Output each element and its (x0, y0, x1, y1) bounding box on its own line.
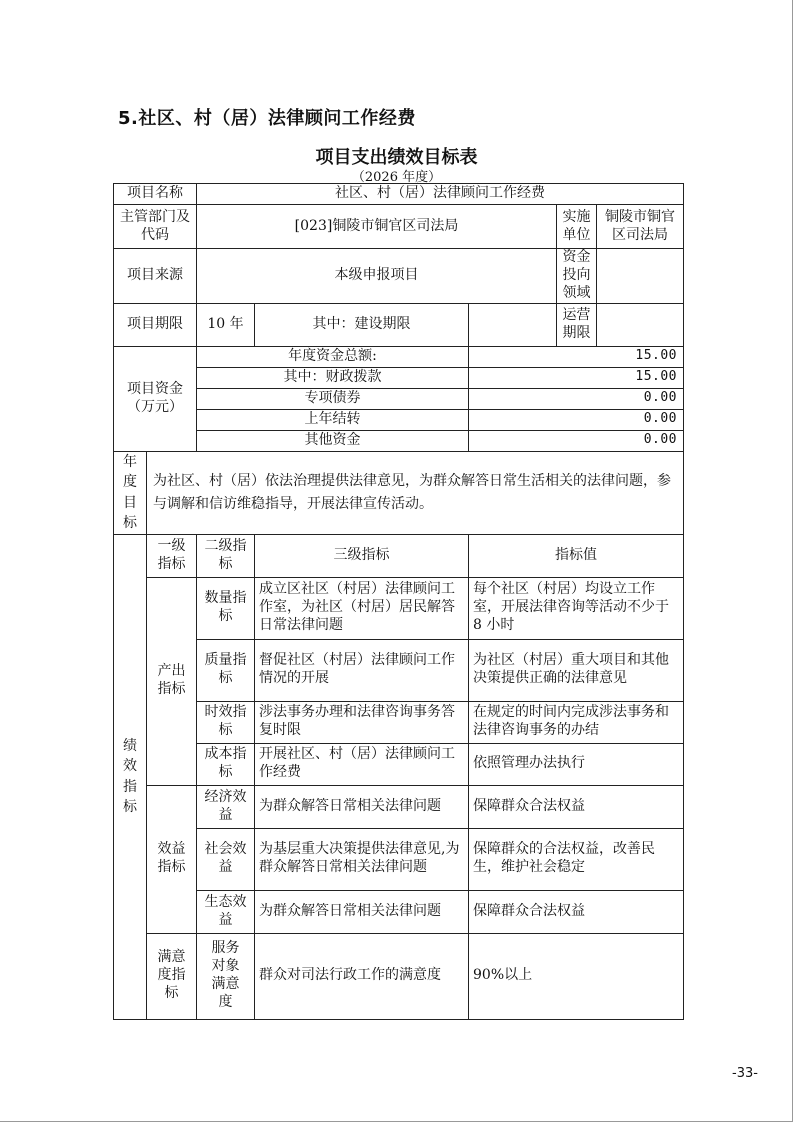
row-fund-total (114, 346, 684, 367)
row-department (114, 205, 684, 249)
table-title: 项目支出绩效目标表 (315, 147, 478, 168)
level3-cell: 为基层重大决策提供法律意见,为群众解答日常相关法律问题 (255, 828, 469, 890)
project-name-label: 项目名称 (114, 184, 197, 205)
row-fund-bond (114, 388, 684, 409)
period-label: 项目期限 (114, 303, 197, 346)
level3-cell: 成立区社区（村居）法律顾问工作室，为社区（村居）居民解答日常法律问题 (255, 577, 469, 639)
operate-period-label: 运营期限 (557, 303, 597, 346)
fund-item-label: 上年结转 (197, 409, 469, 430)
source-value: 本级申报项目 (197, 249, 557, 304)
fund-item-value: 0.00 (469, 388, 684, 409)
level2-cell: 成本指标 (197, 743, 255, 785)
row-fund-carryover (114, 409, 684, 430)
fund-item-label: 专项债券 (197, 388, 469, 409)
value-cell: 为社区（村居）重大项目和其他决策提供正确的法律意见 (469, 639, 684, 701)
row-fund-other (114, 430, 684, 451)
value-cell: 保障群众合法权益 (469, 785, 684, 828)
level3-cell: 群众对司法行政工作的满意度 (255, 933, 469, 1019)
row-source (114, 249, 684, 304)
fund-item-value: 0.00 (469, 409, 684, 430)
level2-cell: 时效指标 (197, 701, 255, 743)
row-annual-goal (114, 451, 684, 534)
project-name-value: 社区、村（居）法律顾问工作经费 (197, 184, 684, 205)
page-number: -33- (732, 1066, 758, 1081)
direction-value (597, 249, 684, 304)
operate-period-value (597, 303, 684, 346)
row-indicator-header (114, 534, 684, 577)
value-cell: 保障群众的合法权益，改善民生，维护社会稳定 (469, 828, 684, 890)
row-indicator (114, 701, 684, 743)
build-period-label: 其中：建设期限 (255, 303, 469, 346)
annual-goal-text: 为社区、村（居）依法治理提供法律意见，为群众解答日常生活相关的法律问题，参与调解和信访维稳指导，开展法律宣传活动。 (147, 451, 684, 534)
department-label: 主管部门及代码 (114, 205, 197, 249)
fund-item-label: 其他资金 (197, 430, 469, 451)
value-cell: 依照管理办法执行 (469, 743, 684, 785)
level2-cell: 经济效益 (197, 785, 255, 828)
group-benefit-label: 效益指标 (147, 785, 197, 933)
level3-cell: 督促社区（村居）法律顾问工作情况的开展 (255, 639, 469, 701)
level3-cell: 为群众解答日常相关法律问题 (255, 785, 469, 828)
row-period (114, 303, 684, 346)
level2-cell: 质量指标 (197, 639, 255, 701)
performance-target-table (113, 183, 684, 1020)
section-heading: 5.社区、村（居）法律顾问工作经费 (118, 108, 416, 129)
table-year: （2026 年度） (351, 170, 442, 185)
period-years: 10 年 (197, 303, 255, 346)
row-indicator (114, 933, 684, 1019)
row-indicator (114, 577, 684, 639)
header-level1: 一级指标 (147, 534, 197, 577)
row-indicator (114, 743, 684, 785)
funds-label: 项目资金（万元） (114, 346, 197, 451)
fund-item-value: 0.00 (469, 430, 684, 451)
level3-cell: 开展社区、村（居）法律顾问工作经费 (255, 743, 469, 785)
row-project-name (114, 184, 684, 205)
level2-cell: 数量指标 (197, 577, 255, 639)
group-satisfaction-label: 满意度指标 (147, 933, 197, 1019)
level2-cell: 社会效益 (197, 828, 255, 890)
direction-label: 资金投向领域 (557, 249, 597, 304)
header-level2: 二级指标 (197, 534, 255, 577)
impl-unit-value: 铜陵市铜官区司法局 (597, 205, 684, 249)
level3-cell: 涉法事务办理和法律咨询事务答复时限 (255, 701, 469, 743)
impl-unit-label: 实施单位 (557, 205, 597, 249)
header-value: 指标值 (469, 534, 684, 577)
value-cell: 90%以上 (469, 933, 684, 1019)
annual-goal-label: 年度目标 (114, 451, 147, 534)
level2-cell: 服务对象满意度 (197, 933, 255, 1019)
value-cell: 每个社区（村居）均设立工作室，开展法律咨询等活动不少于 8 小时 (469, 577, 684, 639)
fund-item-value: 15.00 (469, 367, 684, 388)
group-output-label: 产出指标 (147, 577, 197, 785)
row-indicator (114, 828, 684, 890)
value-cell: 保障群众合法权益 (469, 890, 684, 933)
row-indicator (114, 890, 684, 933)
department-value: [023]铜陵市铜官区司法局 (197, 205, 557, 249)
row-fund-fiscal (114, 367, 684, 388)
level2-cell: 生态效益 (197, 890, 255, 933)
header-level3: 三级指标 (255, 534, 469, 577)
indicators-label: 绩效指标 (114, 534, 147, 1019)
build-period-value (469, 303, 557, 346)
fund-item-label: 年度资金总额: (197, 346, 469, 367)
fund-item-label: 其中：财政拨款 (197, 367, 469, 388)
source-label: 项目来源 (114, 249, 197, 304)
fund-item-value: 15.00 (469, 346, 684, 367)
value-cell: 在规定的时间内完成涉法事务和法律咨询事务的办结 (469, 701, 684, 743)
row-indicator (114, 639, 684, 701)
row-indicator (114, 785, 684, 828)
level3-cell: 为群众解答日常相关法律问题 (255, 890, 469, 933)
